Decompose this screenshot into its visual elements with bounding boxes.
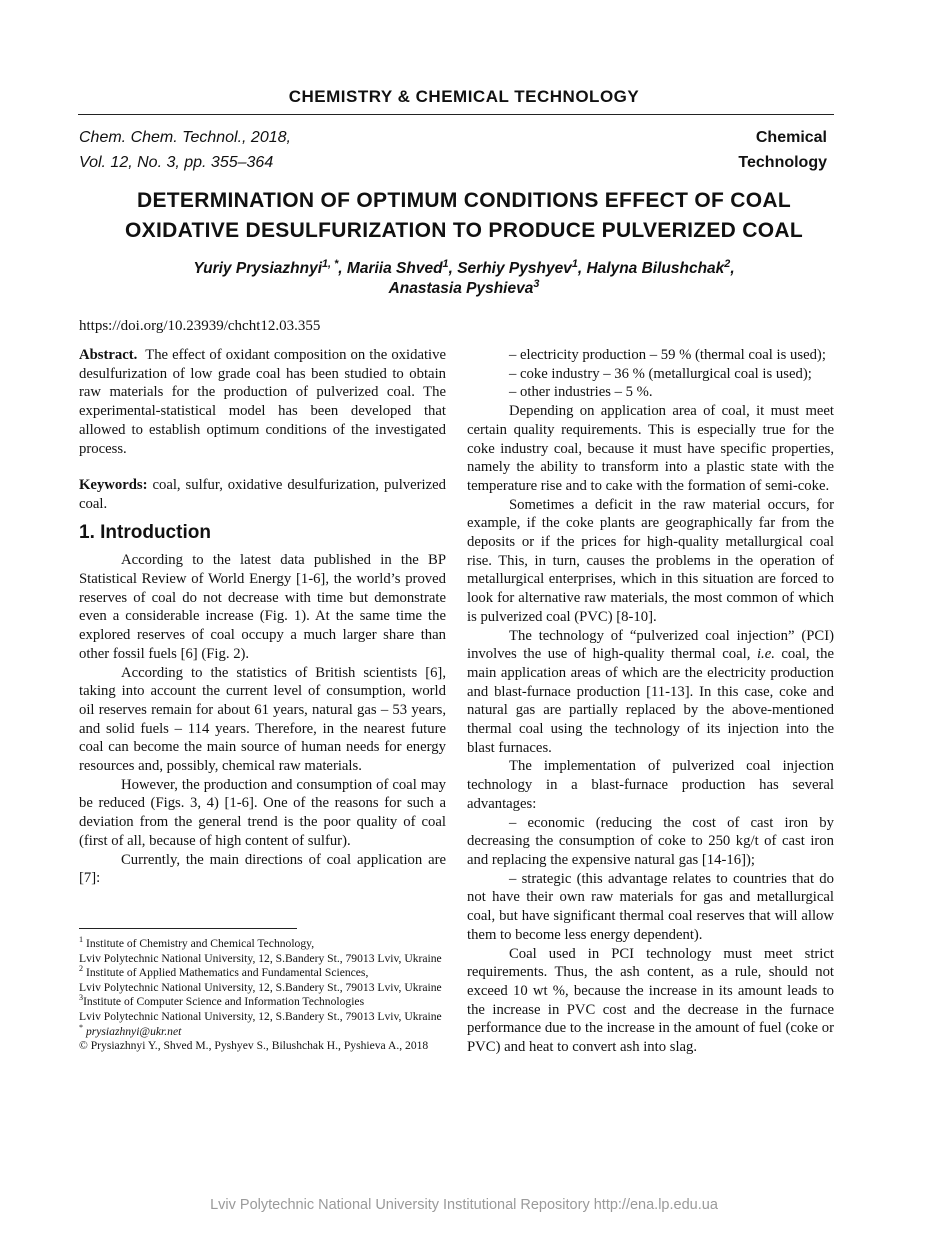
footnote-address: Lviv Polytechnic National University, 12, S.Bandery St., 79013 Lviv, Ukraine [79,951,442,965]
section-label [738,125,827,175]
citation-line-1: Chem. Chem. Technol., 2018, [79,129,291,146]
paragraph: Currently, the main directions of coal application are [7]: [79,851,446,887]
keywords-text: coal, sulfur, oxidative desulfurization, pulverized coal. [79,477,446,512]
copyright: © Prysiazhnyi Y., Shved M., Pyshyev S., Bilushchak H., Pyshieva A., 2018 [79,1039,429,1053]
list-item: – other industries – 5 %. [509,384,653,401]
paragraph: Depending on application area of coal, it must meet certain quality requirements. This is especially true for the coke industry coal, because it must have specific properties, namely the ability to transform into a plastic state with the temperature rise and to cake with the formation of semi-coke. [467,403,834,494]
keywords-label: Keywords: [79,477,148,494]
list-item: – electricity production – 59 % (thermal coal is used); [509,347,826,363]
paragraph: Coal used in PCI technology must meet strict requirements. Thus, the ash content, as a rule, should not exceed 10 wt %, because the increase in its amount leads to the increase in PVC cost and the decrease in the furnace performance due to the increase in the amount of fuel (coke or PVC) and heat to convert ash into slag. [467,945,834,1056]
paragraph: The implementation of pulverized coal injection technology in a blast-furnace production has several advantages: [467,758,834,812]
citation [79,125,291,175]
author-affiliation-mark: 1 [442,257,449,270]
abstract-text: The effect of oxidant composition on the oxidative desulfurization of low grade coal has been studied to obtain raw materials for the production of pulverized coal. The experimental-statistical model has been developed that allowed to establish optimum conditions of the investigated process. [79,347,446,457]
paragraph: However, the production and consumption of coal may be reduced (Figs. 3, 4) [1-6]. One of the reasons for such a deviation from the general trend is the poor quality of coal (first of all, because of high content of sulfur). [79,776,446,849]
right-column [467,346,834,1057]
footnote: $^3$Institute of Computer Science and Information Technologies [79,993,365,1009]
paragraph: According to the latest data published in the BP Statistical Review of World Energy [1-6], the world’s proved reserves of coal do not decrease with time but demonstrate even a considerable increase (Fig. 1). At the same time the explored reserves of coal occupy a much larger share than other fossil fuels [6] (Fig. 2). [79,552,446,662]
author-name: Serhiy Pyshyev [457,260,572,277]
author-list: Yuriy Prysiazhnyi$^{1, *}$, Mariia Shved$^1$, Serhiy Pyshyev$^1$, Halyna Bilushchak$^2$, Anastasia Pyshieva$^3$ [193,257,735,297]
repository-watermark: Lviv Polytechnic National University Institutional Repository http://ena.lp.edu.ua [210,1197,718,1213]
author-name: Mariia Shved [346,260,443,277]
left-column [79,346,446,888]
section-label-line-1: Chemical [755,129,827,146]
author-affiliation-mark: 3 [533,277,540,290]
paper-title-line-1: DETERMINATION OF OPTIMUM CONDITIONS EFFECT OF COAL [137,189,791,212]
author-affiliation-mark: 1 [571,257,578,270]
footnote-address: Lviv Polytechnic National University, 12, S.Bandery St., 79013 Lviv, Ukraine [79,1009,442,1023]
italic-term: i.e. [756,646,775,663]
abstract [79,346,446,458]
footnote: $^1$ Institute of Chemistry and Chemical Technology, [79,935,315,950]
keywords [79,476,446,513]
footnotes [79,937,446,1054]
section-label-line-2: Technology [738,154,827,171]
citation-line-2: Vol. 12, No. 3, pp. 355–364 [79,154,274,171]
footnote-address: Lviv Polytechnic National University, 12, S.Bandery St., 79013 Lviv, Ukraine [79,980,442,994]
footnote: $^2$ Institute of Applied Mathematics and Fundamental Sciences, [79,964,369,980]
list-item: – coke industry – 36 % (metallurgical coal is used); [509,365,812,382]
paper-title-line-2: OXIDATIVE DESULFURIZATION TO PRODUCE PULVERIZED COAL [125,219,803,242]
author-affiliation-mark: 1, * [322,257,339,270]
paper-title [60,186,868,246]
abstract-label: Abstract. [79,347,138,363]
paragraph: According to the statistics of British scientists [6], taking into account the current level of consumption, world oil reserves remain for about 61 years, natural gas – 53 years, and solid fuels – 114 years. Therefore, in the nearest future coal can become the main source of human needs for energy resources and, possibly, chemical raw materials. [79,664,446,775]
footnote-rule [79,928,297,929]
author-name: Anastasia Pyshieva [388,280,534,297]
list-item: – strategic (this advantage relates to countries that do not have their own raw materials for gas and metallurgical coal, but have significant thermal coal reserves that will allow them to become less energy dependent). [467,870,834,943]
section-heading: 1. Introduction [79,521,211,543]
author-name: Halyna Bilushchak [586,260,725,277]
list-item: – economic (reducing the cost of cast iron by decreasing the consumption of coke to 250 kg/t of cast iron and replacing the expensive natural gas [14-16]); [467,814,834,868]
author-affiliation-mark: 2 [724,257,731,270]
corresponding-email[interactable]: * prysiazhnyi@ukr.net [79,1022,182,1038]
header-rule [78,114,834,115]
paragraph: Sometimes a deficit in the raw material occurs, for example, if the coke plants are geographically far from the deposits or if the prices for high-quality metallurgical coal rise. This, in turn, causes the problems in the operation of metallurgical enterprises, which in this situation are forced to look for alternative raw materials, the most common of which is pulverized coal (PVC) [8-10]. [467,496,834,625]
doi-link[interactable]: https://doi.org/10.23939/chcht12.03.355 [79,318,321,334]
journal-name: CHEMISTRY & CHEMICAL TECHNOLOGY [288,87,640,106]
author-name: Yuriy Prysiazhnyi [193,260,323,277]
paragraph: The technology of “pulverized coal injection” (PCI) involves the use of high-quality thermal coal, i.e. coal, the main application areas of which are the electricity production and blast-furnace production [11-13]. In this case, coke and natural gas are partially replaced by the above-mentioned thermal coal using the technology of its injection into the blast furnaces. [467,627,834,756]
